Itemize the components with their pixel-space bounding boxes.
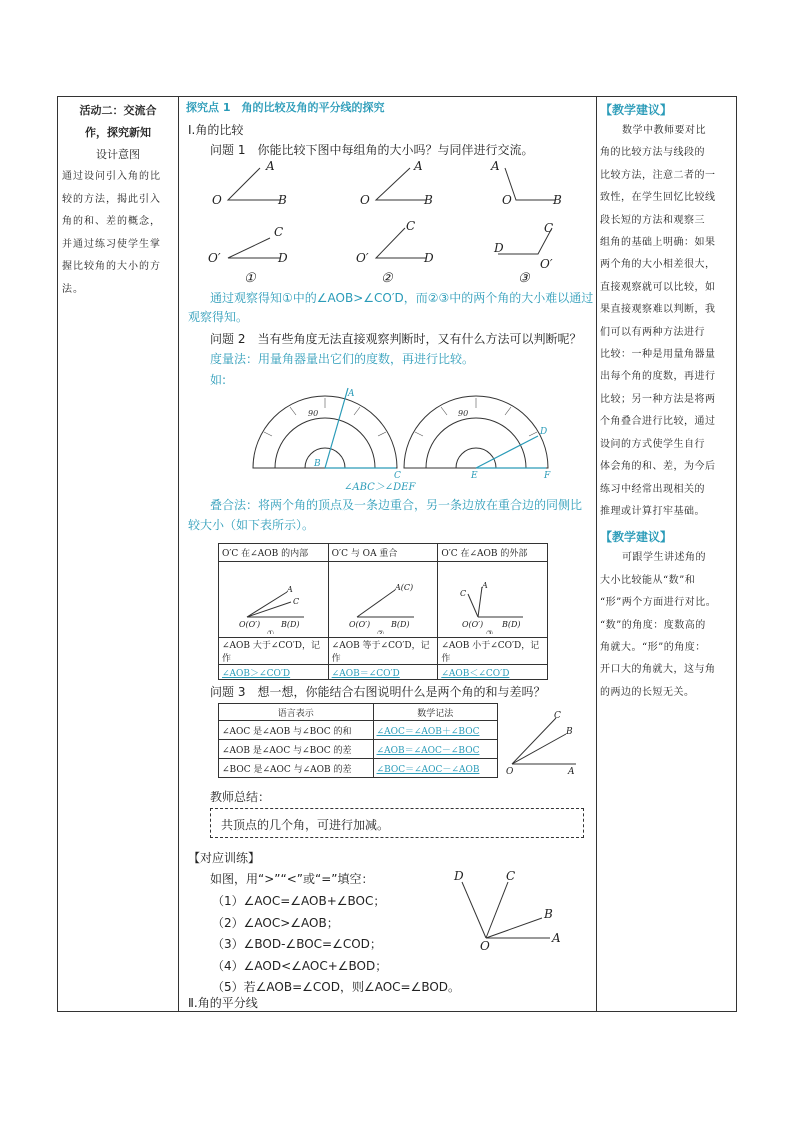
- text-line: 大小比较能从“数”和: [600, 574, 696, 586]
- svg-text:O(O′): O(O′): [348, 620, 370, 629]
- table-cell: ∠AOB 大于∠CO′D，记作: [219, 638, 329, 665]
- angle-groups-figure: [200, 158, 580, 288]
- text-line: 开口大的角就大，这与角: [600, 664, 716, 676]
- observation-text: 观察得知。: [188, 310, 249, 324]
- svg-text:D: D: [540, 427, 548, 437]
- text-line: 角就大。“形”的角度：: [600, 641, 706, 653]
- svg-text:O: O: [360, 193, 370, 207]
- text-line: “形”两个方面进行对比。: [600, 597, 717, 609]
- text-line: 数学中教师要对比: [622, 125, 706, 136]
- practice-item: （2）∠AOC>∠AOB；: [212, 915, 339, 930]
- diagram-number: ①: [267, 629, 275, 634]
- svg-text:O(O′): O(O′): [462, 620, 484, 629]
- practice-item: （1）∠AOC=∠AOB+∠BOC；: [212, 894, 386, 908]
- sum-difference-table: [218, 703, 498, 778]
- table-header: O′C 在∠AOB 的内部: [219, 544, 329, 562]
- svg-text:A: A: [482, 581, 489, 590]
- figure-number: ③: [518, 271, 530, 286]
- svg-text:B(D): B(D): [502, 620, 521, 629]
- svg-text:D: D: [454, 869, 464, 883]
- question-3: 问题 3 想一想，你能结合右图说明什么是两个角的和与差吗？: [210, 685, 546, 699]
- svg-text:A: A: [287, 585, 293, 594]
- overlap-method: 叠合法：将两个角的顶点及一条边重合，另一条边放在重合边的同侧比: [210, 498, 583, 512]
- text-line: 练习中经常出现相关的: [600, 483, 705, 495]
- overlap-diagram: [329, 562, 437, 634]
- design-intent-label: 设计意图: [96, 148, 140, 161]
- text-line: 直接观察就可以比较，如: [600, 281, 716, 293]
- column-divider: [178, 96, 179, 1012]
- overlap-method: 较大小（如下表所示）。: [188, 518, 315, 532]
- table-cell: [328, 562, 438, 638]
- example-label: 如:: [210, 373, 227, 387]
- svg-text:B: B: [544, 907, 553, 921]
- svg-text:A: A: [414, 159, 423, 173]
- text-line: 组角的基础上明确：如果: [600, 237, 716, 249]
- angle-line: [376, 228, 426, 258]
- text-line: 果直接观察难以判断，我: [600, 304, 716, 316]
- measure-method: 度量法：用量角器量出它们的度数，再进行比较。: [210, 352, 475, 366]
- svg-text:B: B: [566, 727, 573, 737]
- question-1: 问题 1 你能比较下图中每组角的大小吗？与同伴进行交流。: [210, 143, 534, 157]
- observation-text: 通过观察得知①中的∠AOB>∠CO′D，而②③中的两个角的大小难以通过: [210, 291, 594, 305]
- svg-text:B: B: [314, 459, 321, 469]
- table-header: O′C 在∠AOB 的外部: [438, 544, 548, 562]
- svg-text:B: B: [278, 193, 287, 207]
- svg-text:O: O: [506, 767, 514, 777]
- protractor-figure: [248, 386, 558, 496]
- diagram-number: ②: [376, 629, 384, 634]
- svg-text:B(D): B(D): [281, 620, 300, 629]
- sum-angle-figure: [502, 708, 582, 778]
- text-line: 个角叠合进行比较，通过: [600, 416, 716, 428]
- table-answer: ∠AOB＝∠CO′D: [328, 665, 438, 680]
- figure-number: ①: [244, 271, 256, 286]
- text-line: 们可以有两种方法进行: [600, 326, 705, 338]
- subsection-title: Ⅱ.角的平分线: [188, 996, 258, 1010]
- svg-text:C: C: [460, 589, 467, 598]
- svg-text:C: C: [274, 225, 284, 239]
- text-line: 较的方法，揭此引入: [62, 193, 161, 205]
- svg-text:C: C: [554, 711, 561, 721]
- table-cell: ∠AOB 等于∠CO′D，记作: [328, 638, 438, 665]
- text-line: 的两边的长短无关。: [600, 686, 695, 698]
- teaching-tip-heading: 【教学建议】: [600, 530, 673, 545]
- svg-text:C: C: [293, 597, 300, 606]
- text-line: 握比较角的大小的方: [62, 261, 161, 272]
- text-line: 可跟学生讲述角的: [622, 552, 706, 564]
- right-column: [600, 100, 730, 704]
- summary-text: 共顶点的几个角，可进行加减。: [221, 818, 390, 832]
- text-line: 比较方法，注意二者的一: [600, 169, 716, 181]
- table-header: O′C 与 OA 重合: [328, 544, 438, 562]
- section-title: 探究点 1 角的比较及角的平分线的探究: [186, 101, 385, 114]
- svg-text:A: A: [491, 159, 500, 173]
- svg-text:A: A: [266, 159, 275, 173]
- summary-box: [210, 808, 584, 838]
- text-line: 通过设问引入角的比: [62, 171, 161, 182]
- svg-text:O′: O′: [208, 251, 221, 265]
- svg-text:O′: O′: [540, 257, 553, 271]
- overlap-diagram: [219, 562, 327, 634]
- table-cell: [438, 562, 548, 638]
- text-line: 角的比较方法与线段的: [600, 147, 705, 159]
- practice-figure: [446, 866, 576, 956]
- text-line: 出每个角的度数，再进行: [600, 371, 716, 383]
- table-cell: ∠BOC 是∠AOC 与∠AOB 的差: [219, 759, 374, 778]
- svg-text:B: B: [424, 193, 433, 207]
- svg-text:O(O′): O(O′): [239, 620, 261, 629]
- text-line: 推理或计算打牢基础。: [600, 505, 705, 517]
- svg-text:D: D: [424, 251, 434, 265]
- practice-item: （4）∠AOD<∠AOC+∠BOD；: [212, 958, 388, 973]
- protractor-caption: ∠ABC＞∠DEF: [344, 482, 416, 493]
- text-line: 比较；另一种方法是将两: [600, 393, 716, 405]
- subsection-title: Ⅰ.角的比较: [188, 123, 244, 137]
- svg-text:A: A: [348, 389, 355, 399]
- question-2: 问题 2 当有些角度无法直接观察判断时，又有什么方法可以判断呢？: [210, 332, 582, 346]
- text-line: 段长短的方法和观察三: [600, 214, 705, 226]
- svg-text:C: C: [394, 471, 401, 481]
- text-line: 并通过练习使学生掌: [62, 238, 161, 250]
- svg-text:A(C): A(C): [394, 583, 413, 592]
- svg-text:O′: O′: [356, 251, 369, 265]
- svg-text:O: O: [212, 193, 222, 207]
- text-line: 法。: [62, 283, 84, 295]
- svg-text:F: F: [544, 471, 551, 481]
- svg-text:O: O: [480, 939, 490, 953]
- table-answer: ∠AOB＝∠AOC－∠BOC: [373, 740, 497, 759]
- teaching-tip-heading: 【教学建议】: [600, 103, 673, 117]
- activity-title: 作，探究新知: [85, 126, 151, 139]
- text-line: 两个角的大小相差很大，: [600, 259, 716, 271]
- text-line: 设问的方式使学生自行: [600, 438, 705, 450]
- teacher-summary-label: 教师总结：: [210, 790, 271, 804]
- left-column: [62, 100, 174, 301]
- column-divider: [596, 96, 597, 1012]
- svg-text:E: E: [471, 471, 478, 481]
- design-intent-text: [62, 166, 174, 301]
- table-cell: ∠AOC 是∠AOB 与∠BOC 的和: [219, 721, 374, 740]
- svg-text:C: C: [406, 219, 416, 233]
- svg-text:D: D: [494, 241, 504, 255]
- table-cell: [219, 562, 329, 638]
- table-cell: ∠AOB 是∠AOC 与∠BOC 的差: [219, 740, 374, 759]
- overlap-diagram: [438, 562, 546, 634]
- text-line: 比较：一种是用量角器量: [600, 349, 716, 361]
- practice-item: （3）∠BOD-∠BOC=∠COD；: [212, 937, 382, 951]
- table-header: 数学记法: [373, 704, 497, 721]
- practice-intro: 如图，用“>”“<”或“=”填空：: [210, 872, 374, 886]
- svg-text:D: D: [278, 251, 288, 265]
- svg-text:90: 90: [458, 409, 469, 418]
- figure-number: ②: [381, 271, 393, 286]
- practice-title: 【对应训练】: [188, 851, 261, 865]
- text-line: 致性，在学生回忆比较线: [600, 192, 716, 204]
- svg-text:90: 90: [308, 409, 319, 418]
- table-header: 语言表示: [219, 704, 374, 721]
- svg-text:C: C: [544, 221, 554, 235]
- teaching-tip-text: [600, 120, 730, 523]
- table-answer: ∠AOB＞∠CO′D: [219, 665, 329, 680]
- table-answer: ∠AOC＝∠AOB＋∠BOC: [373, 721, 497, 740]
- svg-text:A: A: [568, 767, 575, 777]
- table-answer: ∠AOB＜∠CO′D: [438, 665, 548, 680]
- svg-text:A: A: [552, 931, 561, 945]
- svg-text:C: C: [506, 869, 516, 883]
- angle-line: [228, 238, 280, 258]
- svg-text:B: B: [553, 193, 562, 207]
- svg-text:B(D): B(D): [390, 620, 410, 629]
- table-answer: ∠BOC＝∠AOC－∠AOB: [373, 759, 497, 778]
- diagram-number: ③: [486, 629, 494, 634]
- text-line: 体会角的和、差，为今后: [600, 461, 716, 473]
- practice-list: [212, 891, 460, 999]
- overlap-table: [218, 543, 548, 680]
- practice-item: （5）若∠AOB=∠COD，则∠AOC=∠BOD。: [212, 980, 461, 994]
- text-line: 角的和、差的概念，: [62, 216, 161, 227]
- teaching-tip-text: [600, 547, 730, 704]
- table-cell: ∠AOB 小于∠CO′D，记作: [438, 638, 548, 665]
- activity-title: 活动二：交流合: [79, 104, 157, 117]
- text-line: “数”的角度：度数高的: [600, 619, 706, 631]
- svg-text:O: O: [502, 193, 512, 207]
- angle-line: [505, 168, 555, 200]
